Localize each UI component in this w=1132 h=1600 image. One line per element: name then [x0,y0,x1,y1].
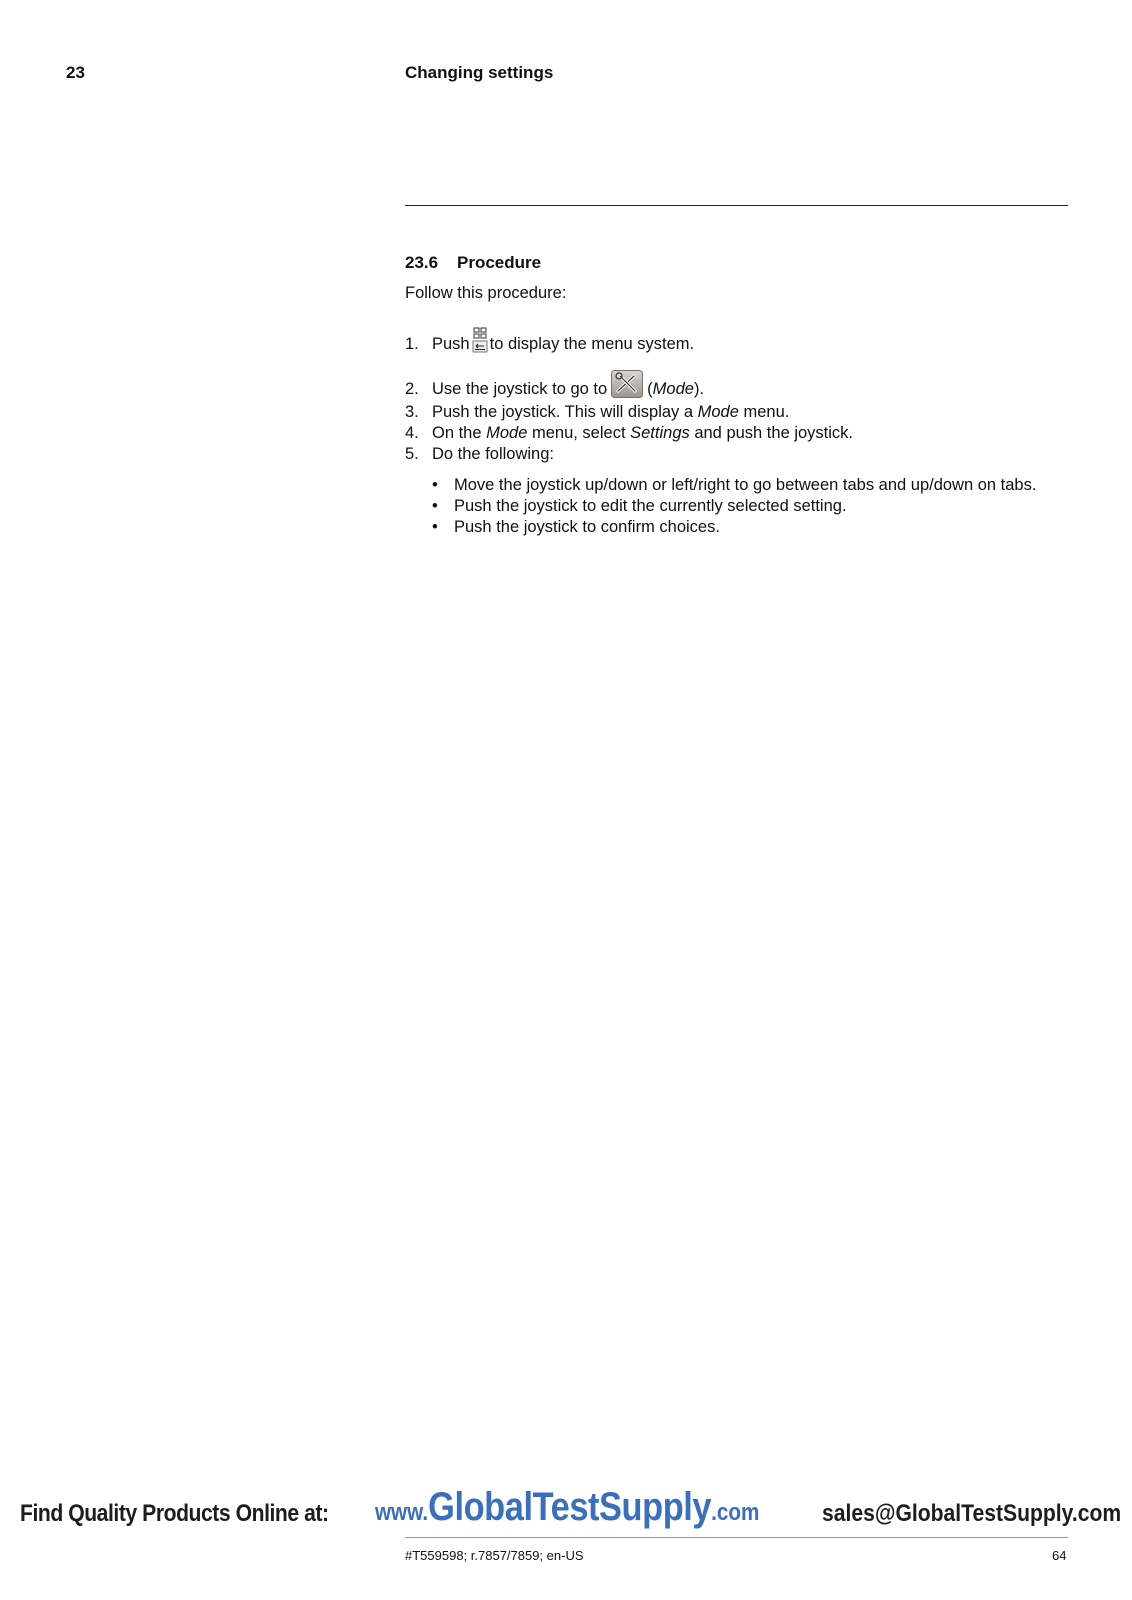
menu-system-button-icon [472,327,488,353]
step-term-mode: Mode [697,403,739,421]
footer-page-number: 64 [1052,1548,1067,1563]
intro-text: Follow this procedure: [405,284,567,302]
bullet-marker: • [432,518,438,536]
bullet-text: Push the joystick to confirm choices. [454,518,720,536]
banner-email-link[interactable]: sales@GlobalTestSupply.com [822,1500,1122,1527]
bullet-item [432,476,1036,495]
step-number: 5. [405,445,419,463]
website-prefix: www. [375,1499,429,1526]
bullet-marker: • [432,476,438,494]
section-heading [405,253,541,273]
section-number: 23.6 [405,253,439,272]
chapter-title: Changing settings [405,63,554,82]
footer-doc-id: #T559598; r.7857/7859; en-US [405,1548,584,1563]
step-text: Do the following: [432,445,554,463]
procedure-step-1 [405,327,694,354]
step-text: Push [432,335,470,353]
step-text: On the [432,424,487,442]
step-text-end: and push the joystick. [689,424,854,442]
step-text-end: menu. [738,403,790,421]
banner-website-link[interactable] [375,1485,759,1530]
step-text-paren-close: ). [693,380,705,398]
procedure-step-2 [405,370,704,399]
section-title: Procedure [457,253,542,272]
footer-divider [405,1537,1068,1538]
bullet-item [432,497,847,516]
step-number: 2. [405,380,419,398]
step-term-mode: Mode [486,424,528,442]
step-text: Push the joystick. This will display a [432,403,698,421]
step-text-mid: menu, select [527,424,631,442]
step-term-settings: Settings [630,424,690,442]
website-domain: GlobalTestSupply [428,1485,712,1529]
bullet-text: Move the joystick up/down or left/right to go between tabs and up/down on tabs. [454,476,1037,494]
mode-tools-icon [611,370,643,398]
bullet-marker: • [432,497,438,515]
banner-find-text: Find Quality Products Online at: [20,1500,329,1527]
procedure-step-5 [405,445,554,464]
procedure-step-4 [405,424,853,443]
website-suffix: .com [711,1499,760,1526]
step-text-end: to display the menu system. [489,335,695,353]
chapter-number: 23 [66,63,85,82]
bullet-text: Push the joystick to edit the currently selected setting. [454,497,847,515]
step-number: 3. [405,403,419,421]
step-term-mode: Mode [652,380,694,398]
procedure-step-3 [405,403,789,422]
bullet-item [432,518,720,537]
step-text-paren: ( [647,380,653,398]
step-text: Use the joystick to go to [432,380,608,398]
step-number: 4. [405,424,419,442]
header-divider [405,205,1068,206]
step-number: 1. [405,335,419,353]
